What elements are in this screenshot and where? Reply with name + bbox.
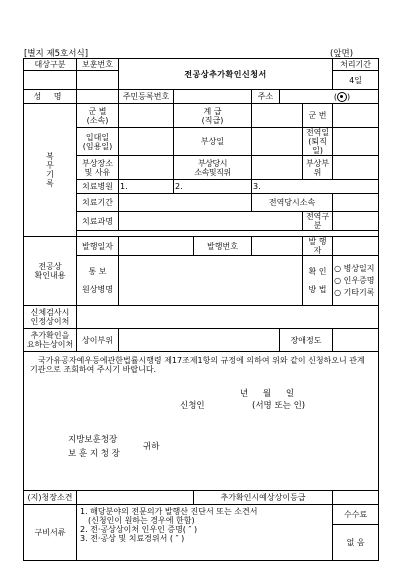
- issue-date-value[interactable]: [119, 237, 194, 256]
- discharge-date-label: 전역일 (퇴직일): [303, 128, 333, 156]
- injured-part-value[interactable]: [333, 156, 379, 180]
- veteran-number-value[interactable]: [77, 71, 119, 90]
- document-item-1: 1. 해당분야의 전문의가 발행산 진단서 또는 소견서: [80, 507, 258, 516]
- resident-number-label: 주민등록번호: [119, 90, 174, 104]
- application-date: 년 월 일: [240, 389, 295, 399]
- name-value[interactable]: [77, 90, 119, 104]
- hospital-label: 치료병원: [77, 180, 119, 194]
- recipient-regional: 지방보훈청장: [68, 435, 118, 445]
- document-item-3: 3. 전·공상 및 치료경위서 ( ″ ): [80, 534, 185, 543]
- honorific: 귀하: [143, 442, 160, 452]
- service-number-value[interactable]: [333, 104, 379, 128]
- injury-place-label: 부상장소 및 사유: [77, 156, 119, 180]
- enlist-date-value[interactable]: [119, 128, 174, 156]
- document-item-2: 2. 전·공상상이처 인우인 증명( ″ ): [80, 525, 198, 534]
- injury-date-value[interactable]: [252, 128, 303, 156]
- notice-label: 통 보 원상병명: [77, 256, 119, 306]
- document-item-1-note: (신청인이 원하는 경우에 한함): [88, 516, 195, 525]
- method-option-other[interactable]: ○ 기타기록: [334, 287, 375, 297]
- branch-label: 군 별 (소속): [77, 104, 119, 128]
- exam-injury-label: 신체검사시 인정상이처: [24, 306, 77, 329]
- form-number: [별지 제5호서식]: [24, 49, 89, 59]
- eligibility-value[interactable]: [333, 491, 379, 505]
- method-label: 확 인 방 법: [303, 256, 333, 306]
- discharge-type-value[interactable]: [333, 212, 379, 231]
- method-option-witness[interactable]: ○ 인우증명: [334, 275, 375, 285]
- unit-at-discharge-label: 전역당시소속: [252, 194, 333, 212]
- enlist-date-label: 입대일 (임용일): [77, 128, 119, 156]
- treatment-period-value[interactable]: [119, 194, 252, 212]
- service-number-label: 군 번: [303, 104, 333, 128]
- discharge-date-value[interactable]: [333, 128, 379, 156]
- applicant-block: [24, 352, 379, 491]
- office-opinion-label: (지)청장소견: [24, 491, 77, 505]
- treatment-period-label: 치료기간: [77, 194, 119, 212]
- target-class-label: 대상구분: [24, 59, 77, 71]
- signature-label[interactable]: (서명 또는 인): [252, 401, 306, 411]
- eligibility-label: 추가확인시예상상이등급: [194, 491, 333, 505]
- fee-value: 없 음: [346, 538, 365, 547]
- form-title: 전공상추가확인신청서: [119, 59, 333, 90]
- statement-text: 국가유공자예우등에관한법률시행령 제17조제1항의 규정에 의하여 위와 같이 신청하오니 관계기관으로 조회하여 주시기 바랍니다.: [30, 356, 365, 374]
- injury-place-value[interactable]: [119, 156, 174, 180]
- injury-date-label: 부상일: [174, 128, 252, 156]
- rank-label: 계 급 (직급): [174, 104, 252, 128]
- fee-cell: [333, 505, 379, 561]
- branch-value[interactable]: [119, 104, 174, 128]
- unit-at-injury-label: 부상당시 소속및직위: [174, 156, 252, 180]
- documents-label: 구비서류: [24, 505, 77, 561]
- address-value[interactable]: ( ): [280, 90, 379, 104]
- application-form-table: [23, 58, 379, 561]
- injured-part-value-2[interactable]: [119, 329, 280, 352]
- page-side: (앞면): [330, 49, 354, 59]
- discharge-type-label: 전역구분: [303, 212, 333, 231]
- target-class-value[interactable]: [24, 71, 77, 90]
- unit-at-injury-value[interactable]: [252, 156, 303, 180]
- unit-at-discharge-value[interactable]: [333, 194, 379, 212]
- injured-part-label: 부상부위: [303, 156, 333, 180]
- service-record-section-label: 복 무 기 록: [24, 104, 77, 237]
- hospital-3[interactable]: 3.: [252, 180, 379, 194]
- processing-period-label: 처리기간: [333, 59, 379, 71]
- hospital-2[interactable]: 2.: [174, 180, 252, 194]
- issue-date-label: 발행일자: [77, 237, 119, 256]
- processing-period-value: 4일: [333, 71, 379, 90]
- injured-part-label-2: 상이부위: [77, 329, 119, 352]
- veteran-number-label: 보훈번호: [77, 59, 119, 71]
- notice-value[interactable]: [119, 256, 303, 306]
- treatment-dept-label: 치료과명: [77, 212, 119, 231]
- documents-list: [77, 505, 333, 561]
- resident-number-value[interactable]: [174, 90, 252, 104]
- recipient-branch: 보 훈 지 청 장: [68, 449, 120, 459]
- rank-value[interactable]: [252, 104, 303, 128]
- applicant-label: 신청인: [180, 401, 205, 411]
- required-injury-label: 추가확인을 요하는상이처: [24, 329, 77, 352]
- office-opinion-value[interactable]: [77, 491, 194, 505]
- phone-icon: [337, 92, 347, 102]
- exam-injury-value[interactable]: [77, 306, 379, 329]
- issuer-value[interactable]: [333, 237, 379, 256]
- name-label: 성 명: [24, 90, 77, 104]
- fee-label: 수수료: [333, 505, 378, 525]
- method-option-ward-log[interactable]: ○ 병상일지: [334, 263, 375, 273]
- hospital-1[interactable]: 1.: [119, 180, 174, 194]
- confirmation-section-label: 전공상 확인내용: [24, 237, 77, 306]
- issue-number-label: 발행번호: [194, 237, 252, 256]
- disability-grade-value[interactable]: [333, 329, 379, 352]
- disability-grade-label: 장애정도: [280, 329, 333, 352]
- issuer-label: 발 행 자: [303, 237, 333, 256]
- address-label: 주소: [252, 90, 280, 104]
- method-options: [333, 256, 379, 306]
- treatment-dept-value[interactable]: [119, 212, 303, 231]
- issue-number-value[interactable]: [252, 237, 303, 256]
